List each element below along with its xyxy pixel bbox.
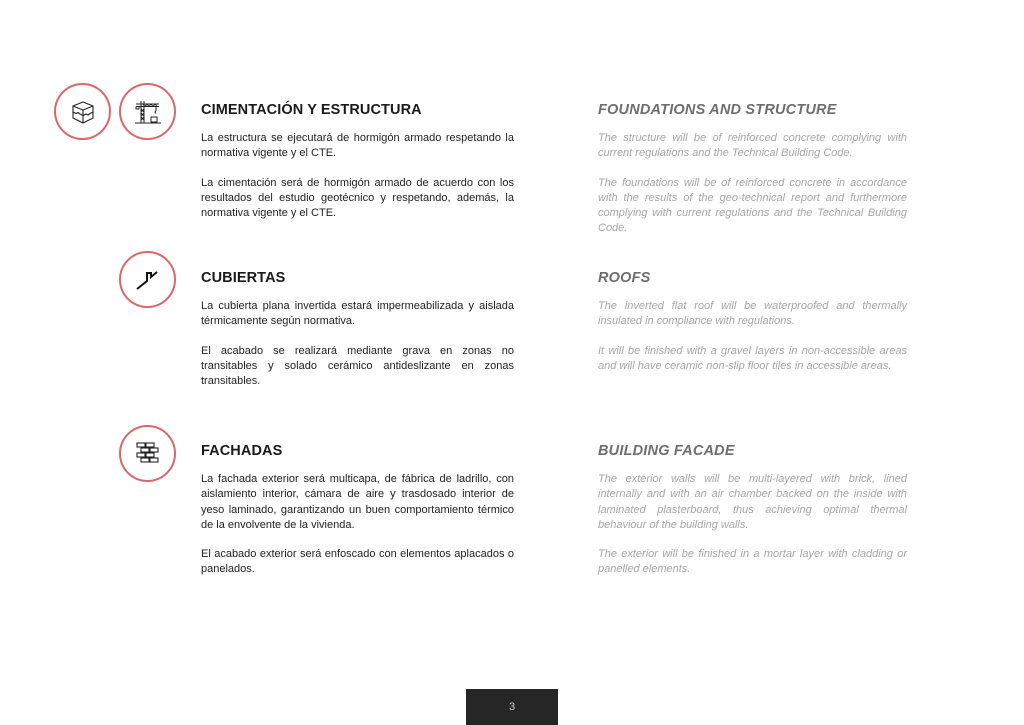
- structure-icon-badge: [119, 83, 176, 140]
- paragraph: The inverted flat roof will be waterproofed and thermally insulated in compliance with regulations.: [598, 300, 907, 328]
- paragraph: The exterior walls will be multi-layered with brick, lined internally and with an air chamber backed on the inside with laminated plasterboard, thus achieving optimal thermal behaviour of the building walls.: [598, 473, 907, 531]
- section-title: FACHADAS: [201, 443, 283, 459]
- section-structure-es: [201, 101, 514, 221]
- paragraph: La fachada exterior será multicapa, de fábrica de ladrillo, con aislamiento interior, cámara de aire y trasdosado interior de yeso laminado, garantizando un buen comportamiento térmico de la envolvente de la vivienda.: [201, 473, 514, 531]
- section-facade-en: [598, 442, 907, 578]
- roof-icon-badge: [119, 251, 176, 308]
- section-title: FOUNDATIONS AND STRUCTURE: [598, 102, 837, 118]
- page-number-label: 3: [508, 701, 516, 713]
- paragraph: It will be finished with a gravel layers in non-accessible areas and will have ceramic non-slip floor tiles in accessible areas.: [598, 344, 907, 372]
- paragraph: The foundations will be of reinforced concrete in accordance with the results of the geo-technical report and furthermore complying with current regulations and the Technical Building Code.: [598, 176, 907, 235]
- roof-stairs-icon: [133, 265, 163, 295]
- paragraph: The structure will be of reinforced concrete complying with current regulations and the Technical Building Code.: [598, 132, 907, 160]
- section-title: CUBIERTAS: [201, 270, 286, 286]
- section-facade-es: [201, 442, 514, 578]
- paragraph: La estructura se ejecutará de hormigón armado respetando la normativa vigente y el CTE.: [201, 132, 514, 160]
- paragraph: La cimentación será de hormigón armado de acuerdo con los resultados del estudio geotécnico y respetando, además, la normativa vigente y el CTE.: [201, 176, 514, 220]
- section-title: CIMENTACIÓN Y ESTRUCTURA: [201, 102, 422, 118]
- facade-icon-badge: [119, 425, 176, 482]
- paragraph: El acabado exterior será enfoscado con elementos aplacados o panelados.: [201, 548, 514, 576]
- page-number: [466, 689, 558, 725]
- tower-crane-icon: [133, 97, 163, 127]
- box-foundation-icon: [68, 97, 98, 127]
- section-roofs-en: [598, 269, 907, 374]
- paragraph: The exterior will be finished in a mortar layer with cladding or panelled elements.: [598, 548, 907, 576]
- section-title: BUILDING FACADE: [598, 443, 735, 459]
- foundation-icon-badge: [54, 83, 111, 140]
- section-structure-en: [598, 101, 907, 237]
- paragraph: La cubierta plana invertida estará impermeabilizada y aislada térmicamente según normativa.: [201, 300, 514, 328]
- brick-wall-icon: [133, 439, 163, 469]
- section-title: ROOFS: [598, 270, 651, 286]
- paragraph: El acabado se realizará mediante grava en zonas no transitables y solado cerámico antideslizante en zonas transitables.: [201, 344, 514, 388]
- section-roofs-es: [201, 269, 514, 389]
